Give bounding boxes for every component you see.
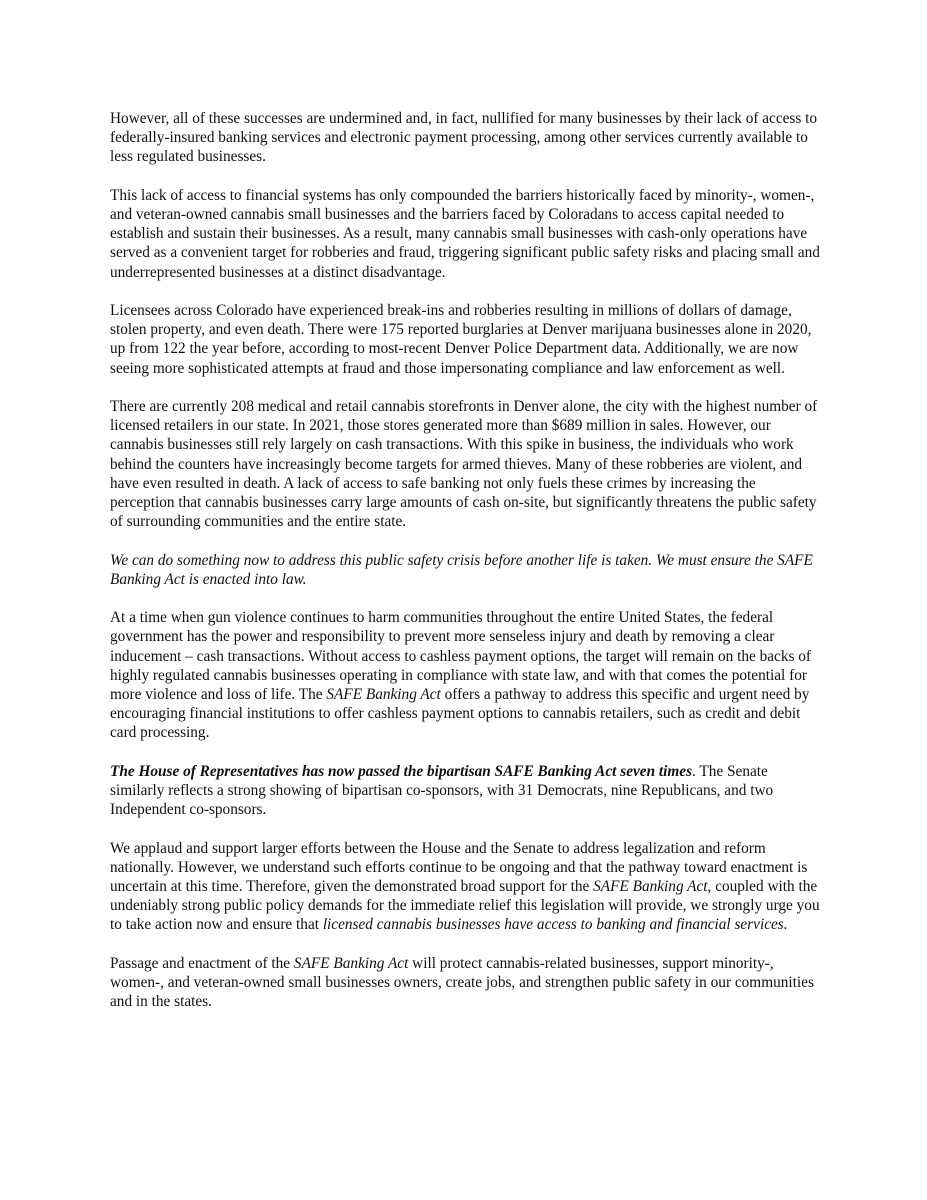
document-body [110,109,824,1031]
act-name-italic: SAFE Banking Act [593,878,708,896]
paragraph-7: The House of Representatives has now passed the bipartisan SAFE Banking Act seven times. The Senate similarly reflects a strong showing of bipartisan co-sponsors, with 31 Democrats, nine Republicans, and two Independent co-sponsors. [110,762,774,819]
paragraph-8: We applaud and support larger efforts between the House and the Senate to address legalization and reform nationally. However, we understand such efforts continue to be ongoing and that the pathway toward enactment is uncertain at this time. Therefore, given the demonstrated broad support for the SAFE Banking Act, coupled with the undeniably strong public policy demands for the immediate relief this legislation will provide, we strongly urge you to take action now and ensure that licensed cannabis businesses have access to banking and financial services. [110,839,820,934]
paragraph-1: However, all of these successes are undermined and, in fact, nullified for many businesses by their lack of access to federally-insured banking services and electronic payment processing, among other services currently available to less regulated businesses. [110,110,818,166]
paragraph-3: Licensees across Colorado have experienced break-ins and robberies resulting in millions of dollars of damage, stolen property, and even death. There were 175 reported burglaries at Denver marijuana businesses alone in 2020, up from 122 the year before, according to most-recent Denver Police Department data. Additionally, we are now seeing more sophisticated attempts at fraud and those impersonating compliance and law enforcement as well. [110,302,812,377]
bold-italic-lead: The House of Representatives has now passed the bipartisan SAFE Banking Act seven times [110,762,693,780]
act-name-italic: SAFE Banking Act [293,954,409,972]
paragraph-5-italic-callout [110,551,824,589]
paragraph-6: At a time when gun violence continues to harm communities throughout the entire United States, the federal government has the power and responsibility to prevent more senseless injury and death by removing a clear inducement – cash transactions. Without access to cashless payment options, the target will remain on the backs of highly regulated cannabis businesses operating in compliance with state law, and with that comes the potential for more violence and loss of life. The SAFE Banking Act offers a pathway to address this specific and urgent need by encouraging financial institutions to offer cashless payment options to cannabis retailers, such as credit and debit card processing. [110,609,812,742]
italic-run: We can do something now to address this public safety crisis before another life is taken. We must ensure the SAFE Banking Act is enacted into law. [110,551,813,588]
paragraph-4: There are currently 208 medical and retail cannabis storefronts in Denver alone, the city with the highest number of licensed retailers in our state. In 2021, those stores generated more than $689 million in sales. However, our cannabis businesses still rely largely on cash transactions. With this spike in business, the individuals who work behind the counters have increasingly become targets for armed thieves. Many of these robberies are violent, and have even resulted in death. A lack of access to safe banking not only fuels these crimes by increasing the perception that cannabis businesses carry large amounts of cash on-site, but significantly threatens the public safety of surrounding communities and the entire state. [110,398,818,531]
paragraph-9: Passage and enactment of the SAFE Banking Act will protect cannabis-related businesses, support minority-, women-, and veteran-owned small businesses owners, create jobs, and strengthen public safety in our communities and in the states. [110,954,814,1011]
italic-run: licensed cannabis businesses have access to banking and financial services. [322,916,788,934]
act-name-italic: SAFE Banking Act [326,686,441,704]
paragraph-2: This lack of access to financial systems has only compounded the barriers historically faced by minority-, women-, and veteran-owned cannabis small businesses and the barriers faced by Coloradans to access capital needed to establish and sustain their businesses. As a result, many cannabis small businesses with cash-only operations have served as a convenient target for robberies and fraud, triggering significant public safety risks and placing small and underrepresented businesses at a distinct disadvantage. [110,186,820,281]
